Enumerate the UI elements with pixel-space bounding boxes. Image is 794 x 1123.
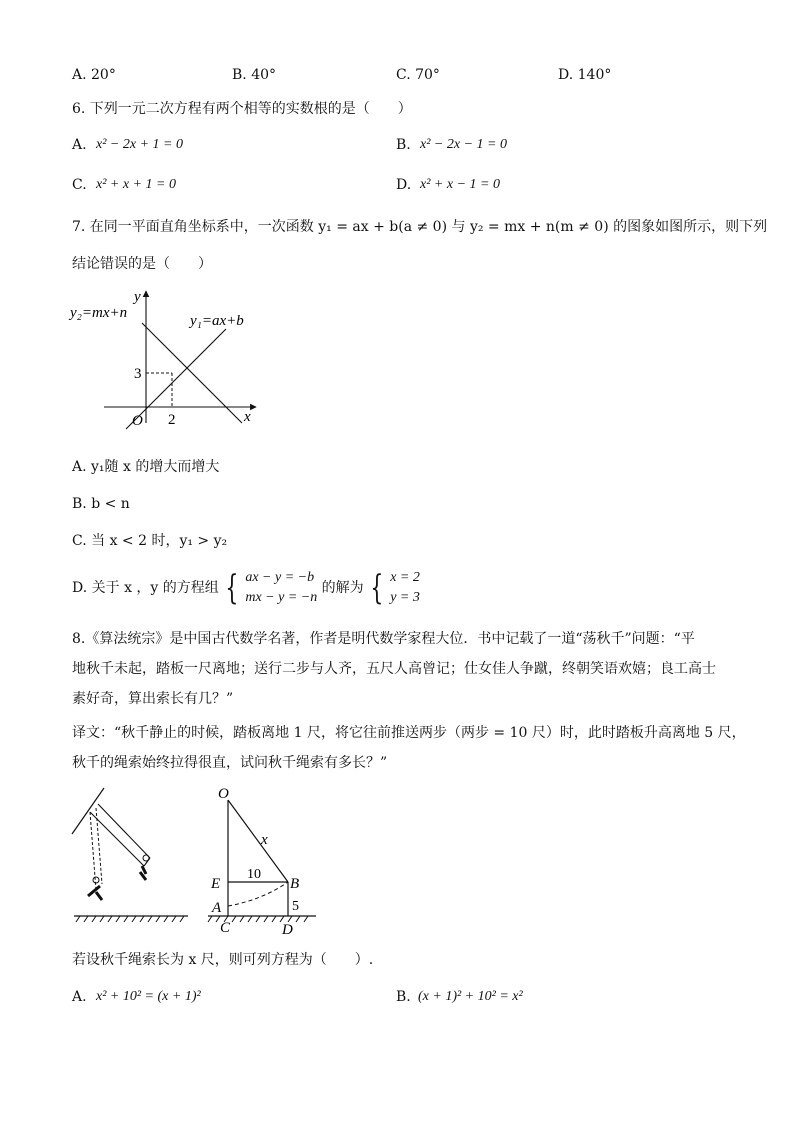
q7-solution	[390, 568, 420, 608]
q8-geometry-figure	[200, 782, 325, 940]
point-A: A	[212, 900, 222, 916]
q6-option-a-expr: x² − 2x + 1 = 0	[96, 137, 183, 152]
q7-system-eq1: ax − y = −b	[245, 570, 315, 585]
q7-option-c: C. 当 x < 2 时，y₁ > y₂	[72, 533, 228, 549]
q8-line2: 地秋千未起，踏板一尺离地；送行二步与人齐，五尺人高曾记；仕女佳人争蹴，终朝笑语欢嬉；良工高士	[72, 661, 716, 677]
swing-illustration	[66, 782, 196, 927]
q6-option-d-label: D.	[396, 177, 412, 193]
left-brace-icon: {	[370, 568, 384, 608]
q8-option-a-expr: x² + 10² = (x + 1)²	[96, 989, 201, 1004]
q6-option-d-expr: x² + x − 1 = 0	[420, 177, 500, 192]
q8-translation-line2: 秋千的绳索始终拉得很直，试问秋千绳索有多长？”	[72, 755, 388, 771]
q7-option-d	[72, 568, 420, 608]
q6-option-a-label: A.	[72, 137, 87, 153]
q6-stem: 6. 下列一元二次方程有两个相等的实数根的是（ ）	[72, 101, 412, 117]
q8-option-b-label: B.	[396, 989, 411, 1005]
tick-y-3: 3	[134, 366, 142, 382]
q5-option-d: D. 140°	[558, 67, 612, 83]
axis-label-x: x	[244, 409, 251, 425]
point-C: C	[220, 920, 231, 936]
point-E: E	[211, 876, 221, 892]
label-y2: y₂=mx+n	[70, 305, 128, 321]
q5-option-a: A. 20°	[72, 67, 116, 83]
q7-solution-y: y = 3	[390, 590, 420, 605]
label-10: 10	[247, 867, 261, 882]
q6-option-c-label: C.	[72, 177, 87, 193]
q7-system-eq2: mx − y = −n	[245, 590, 318, 605]
q7-solution-x: x = 2	[390, 570, 420, 585]
q7-stem-line2: 结论错误的是（ ）	[72, 256, 212, 272]
q8-option-a-label: A.	[72, 989, 87, 1005]
origin-label: O	[132, 413, 143, 429]
q6-option-c-expr: x² + x + 1 = 0	[96, 177, 176, 192]
q5-option-c: C. 70°	[396, 67, 440, 83]
q5-option-b: B. 40°	[232, 67, 277, 83]
q6-option-b-expr: x² − 2x − 1 = 0	[420, 137, 507, 152]
q8-line1: 8.《算法统宗》是中国古代数学名著，作者是明代数学家程大位．书中记载了一道“荡秋千”问题：“平	[72, 631, 695, 647]
label-y1: y₁=ax+b	[190, 313, 244, 329]
label-5: 5	[292, 899, 299, 914]
q8-option-b-expr: (x + 1)² + 10² = x²	[418, 989, 523, 1004]
left-brace-icon: {	[225, 568, 239, 608]
q7-graph	[66, 283, 266, 433]
q7-system	[245, 568, 317, 608]
q6-option-b-label: B.	[396, 137, 411, 153]
point-O: O	[218, 786, 229, 802]
q8-translation-line1: 译文：“秋千静止的时候，踏板离地 1 尺，将它往前推送两步（两步 = 10 尺）时，此时踏板升高离地 5 尺，	[72, 725, 746, 741]
q7-stem-line1: 7. 在同一平面直角坐标系中，一次函数 y₁ = ax + b(a ≠ 0) 与 y₂ = mx + n(m ≠ 0) 的图象如图所示，则下列	[72, 219, 768, 235]
q7-option-a: A. y₁随 x 的增大而增大	[72, 459, 220, 475]
q7-option-d-prefix: D. 关于 x ，y 的方程组	[72, 580, 219, 596]
axis-label-y: y	[134, 289, 141, 305]
q8-line3: 素好奇，算出索长有几？”	[72, 691, 234, 707]
point-D: D	[282, 922, 293, 938]
q7-option-b: B. b < n	[72, 496, 130, 512]
q8-ask: 若设秋千绳索长为 x 尺，则可列方程为（ ）.	[72, 952, 374, 968]
tick-x-2: 2	[168, 412, 176, 428]
q7-option-d-mid: 的解为	[321, 580, 364, 596]
label-x: x	[261, 832, 268, 848]
point-B: B	[290, 876, 300, 892]
